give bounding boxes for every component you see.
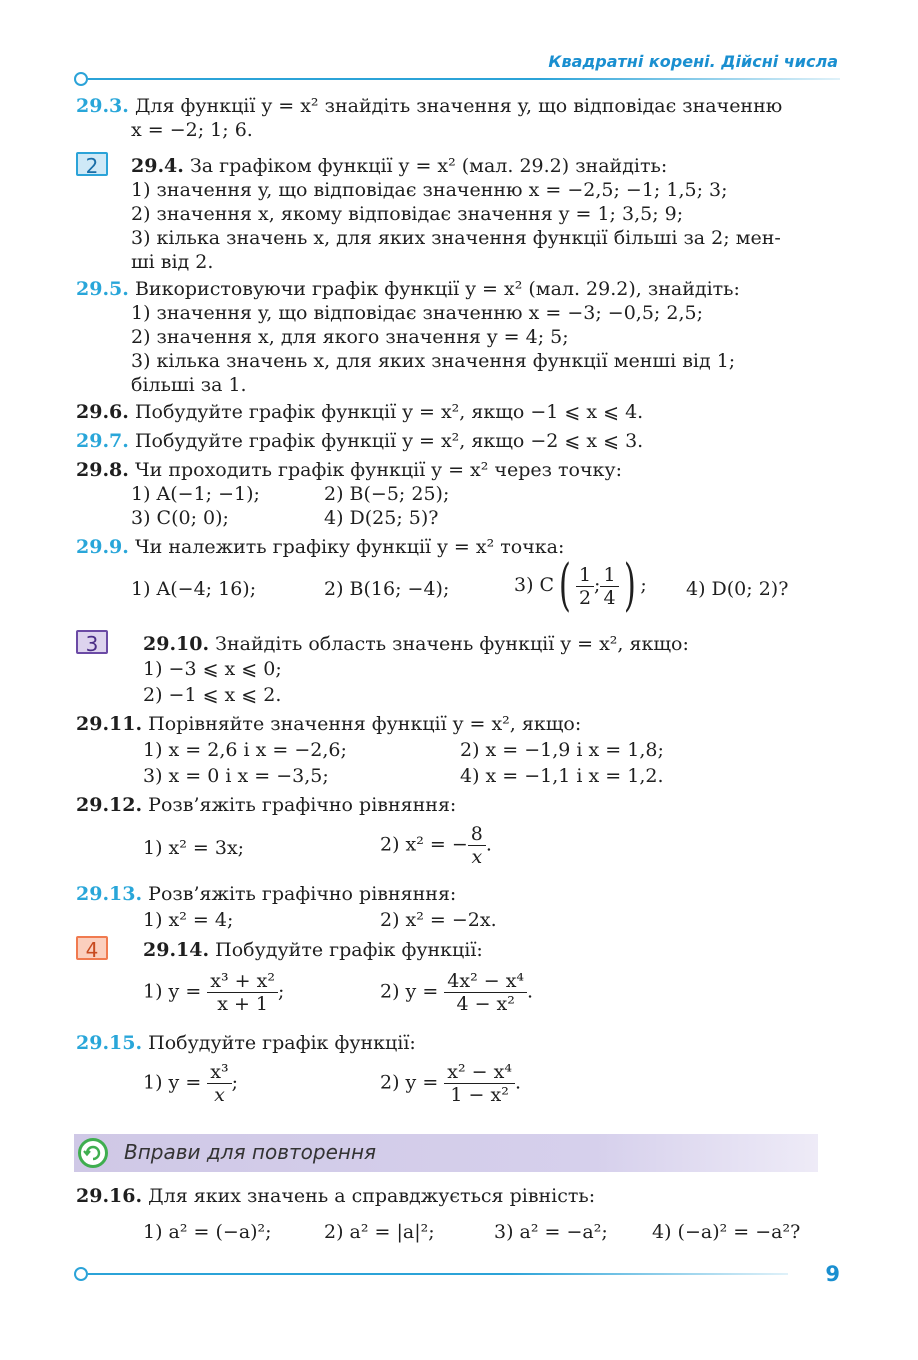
exercise-text: Для функції y = x² знайдіть значення y, що відповідає значенню bbox=[134, 95, 783, 117]
fraction bbox=[576, 564, 594, 609]
expression: 2) x² = − bbox=[380, 833, 468, 856]
exercise-29-10 bbox=[143, 632, 689, 656]
option-a bbox=[143, 970, 284, 1015]
expression: 2) y = bbox=[380, 980, 439, 1003]
exercise-29-5-item-3: 3) кілька значень x, для яких значення функції менші від 1; bbox=[131, 350, 736, 372]
exercise-text: Чи належить графіку функції y = x² точка: bbox=[134, 536, 565, 558]
option-a: 1) x = 2,6 і x = −2,6; bbox=[143, 739, 347, 761]
level-3-badge: 3 bbox=[76, 630, 108, 654]
exercise-29-4 bbox=[131, 154, 667, 178]
option-a: 1) a² = (−a)²; bbox=[143, 1221, 272, 1243]
option-d: 4) D(0; 2)? bbox=[686, 578, 789, 600]
exercise-text: Чи проходить графік функції y = x² через точку: bbox=[134, 459, 622, 481]
repeat-icon bbox=[78, 1138, 108, 1168]
exercise-text: Побудуйте графік функції: bbox=[148, 1032, 416, 1054]
denominator: x + 1 bbox=[207, 992, 278, 1015]
exercise-text: Побудуйте графік функції y = x², якщо −1 ⩽ x ⩽ 4. bbox=[134, 401, 644, 423]
exercise-text: Розв’яжіть графічно рівняння: bbox=[148, 794, 457, 816]
expression: 2) y = bbox=[380, 1071, 439, 1094]
denominator: x bbox=[207, 1083, 231, 1106]
fraction bbox=[207, 970, 278, 1015]
option-b: 2) −1 ⩽ x ⩽ 2. bbox=[143, 684, 282, 706]
punctuation: . bbox=[485, 833, 492, 856]
denominator: x bbox=[468, 845, 486, 868]
option-a: 1) −3 ⩽ x ⩽ 0; bbox=[143, 658, 282, 680]
option-a: 1) A(−1; −1); bbox=[131, 483, 260, 505]
numerator: 8 bbox=[470, 823, 483, 845]
separator: ; bbox=[594, 574, 601, 596]
exercise-29-5-item-3-cont: більші за 1. bbox=[131, 374, 247, 396]
exercise-number: 29.6. bbox=[76, 401, 129, 423]
punctuation: ; bbox=[277, 980, 285, 1003]
expression: 1) y = bbox=[143, 1071, 202, 1094]
exercise-29-4-item-3: 3) кілька значень x, для яких значення функції більші за 2; мен- bbox=[131, 227, 781, 249]
option-c bbox=[514, 553, 647, 618]
exercise-text: Порівняйте значення функції y = x², якщо: bbox=[148, 713, 582, 735]
punctuation: . bbox=[514, 1071, 521, 1094]
header-line-circle bbox=[74, 72, 88, 86]
option-b bbox=[380, 970, 533, 1015]
section-title: Вправи для повторення bbox=[124, 1140, 377, 1164]
exercise-29-15 bbox=[76, 1031, 416, 1055]
option-d: 4) D(25; 5)? bbox=[324, 507, 439, 529]
footer-line-circle bbox=[74, 1267, 88, 1281]
exercise-number: 29.8. bbox=[76, 459, 129, 481]
exercise-29-5-item-1: 1) значення y, що відповідає значенню x = −3; −0,5; 2,5; bbox=[131, 302, 703, 324]
exercise-29-6 bbox=[76, 400, 643, 424]
option-b: 2) x = −1,9 і x = 1,8; bbox=[460, 739, 664, 761]
exercise-number: 29.7. bbox=[76, 430, 129, 452]
option-c: 3) C(0; 0); bbox=[131, 507, 229, 529]
exercise-text: За графіком функції y = x² (мал. 29.2) знайдіть: bbox=[189, 155, 668, 177]
fraction bbox=[207, 1061, 231, 1106]
option-c: 3) x = 0 і x = −3,5; bbox=[143, 765, 329, 787]
exercise-29-9 bbox=[76, 535, 564, 559]
numerator: 1 bbox=[578, 563, 592, 586]
numerator: x² − x⁴ bbox=[447, 1061, 512, 1083]
option-b: 2) a² = |a|²; bbox=[324, 1221, 435, 1243]
fraction bbox=[468, 823, 486, 868]
exercise-number: 29.16. bbox=[76, 1185, 143, 1207]
exercise-number: 29.15. bbox=[76, 1032, 143, 1054]
exercise-number: 29.12. bbox=[76, 794, 143, 816]
exercise-29-7 bbox=[76, 429, 643, 453]
option-a: 1) A(−4; 16); bbox=[131, 578, 257, 600]
option-a: 1) x² = 3x; bbox=[143, 837, 245, 859]
exercise-number: 29.10. bbox=[143, 633, 210, 655]
fraction bbox=[444, 1061, 515, 1106]
option-c-label: 3) C bbox=[514, 574, 555, 596]
denominator: 4 − x² bbox=[444, 992, 527, 1015]
option-b bbox=[380, 823, 492, 868]
exercise-29-5-item-2: 2) значення x, для якого значення y = 4; 5; bbox=[131, 326, 569, 348]
exercise-number: 29.4. bbox=[131, 155, 184, 177]
exercise-29-5 bbox=[76, 277, 740, 301]
option-b: 2) B(16; −4); bbox=[324, 578, 450, 600]
option-b: 2) B(−5; 25); bbox=[324, 483, 450, 505]
chapter-title: Квадратні корені. Дійсні числа bbox=[548, 52, 838, 71]
option-d: 4) (−a)² = −a²? bbox=[652, 1221, 801, 1243]
exercise-29-3-cont: x = −2; 1; 6. bbox=[131, 119, 253, 141]
exercise-number: 29.11. bbox=[76, 713, 143, 735]
level-2-badge: 2 bbox=[76, 152, 108, 176]
exercise-text: Знайдіть область значень функції y = x², якщо: bbox=[215, 633, 689, 655]
exercise-29-4-item-3-cont: ші від 2. bbox=[131, 251, 214, 273]
exercise-29-3 bbox=[76, 94, 782, 118]
header-rule bbox=[88, 78, 840, 80]
exercise-number: 29.3. bbox=[76, 95, 129, 117]
punctuation: ; bbox=[640, 574, 647, 596]
level-4-badge: 4 bbox=[76, 936, 108, 960]
denominator: 4 bbox=[600, 586, 618, 609]
exercise-text: Побудуйте графік функції y = x², якщо −2 ⩽ x ⩽ 3. bbox=[134, 430, 644, 452]
footer-rule bbox=[88, 1273, 788, 1275]
punctuation: . bbox=[527, 980, 534, 1003]
numerator: x³ + x² bbox=[210, 970, 275, 992]
exercise-29-11 bbox=[76, 712, 581, 736]
exercise-text: Використовуючи графік функції y = x² (мал. 29.2), знайдіть: bbox=[134, 278, 740, 300]
option-d: 4) x = −1,1 і x = 1,2. bbox=[460, 765, 664, 787]
page-number: 9 bbox=[825, 1262, 840, 1286]
option-a: 1) x² = 4; bbox=[143, 909, 234, 931]
fraction bbox=[600, 564, 618, 609]
option-a bbox=[143, 1061, 238, 1106]
denominator: 2 bbox=[576, 586, 594, 609]
exercise-text: Розв’яжіть графічно рівняння: bbox=[148, 883, 457, 905]
exercise-number: 29.13. bbox=[76, 883, 143, 905]
exercise-number: 29.14. bbox=[143, 939, 210, 961]
punctuation: ; bbox=[231, 1071, 239, 1094]
exercise-29-12 bbox=[76, 793, 456, 817]
exercise-29-4-item-1: 1) значення y, що відповідає значенню x = −2,5; −1; 1,5; 3; bbox=[131, 179, 728, 201]
exercise-text: Побудуйте графік функції: bbox=[215, 939, 483, 961]
numerator: 1 bbox=[603, 563, 616, 586]
numerator: x³ bbox=[210, 1061, 229, 1083]
exercise-29-8 bbox=[76, 458, 622, 482]
exercise-29-16 bbox=[76, 1184, 595, 1208]
numerator: 4x² − x⁴ bbox=[447, 970, 525, 992]
exercise-text: Для яких значень a справджується рівність: bbox=[148, 1185, 596, 1207]
expression: 1) y = bbox=[143, 980, 202, 1003]
denominator: 1 − x² bbox=[444, 1083, 515, 1106]
exercise-29-13 bbox=[76, 882, 456, 906]
exercise-29-4-item-2: 2) значення x, якому відповідає значення y = 1; 3,5; 9; bbox=[131, 203, 684, 225]
exercise-number: 29.9. bbox=[76, 536, 129, 558]
fraction bbox=[444, 970, 527, 1015]
option-b bbox=[380, 1061, 521, 1106]
paren-close: ) bbox=[623, 553, 636, 618]
option-c: 3) a² = −a²; bbox=[494, 1221, 608, 1243]
option-b: 2) x² = −2x. bbox=[380, 909, 497, 931]
exercise-number: 29.5. bbox=[76, 278, 129, 300]
paren-open: ( bbox=[558, 553, 572, 618]
exercise-29-14 bbox=[143, 938, 483, 962]
